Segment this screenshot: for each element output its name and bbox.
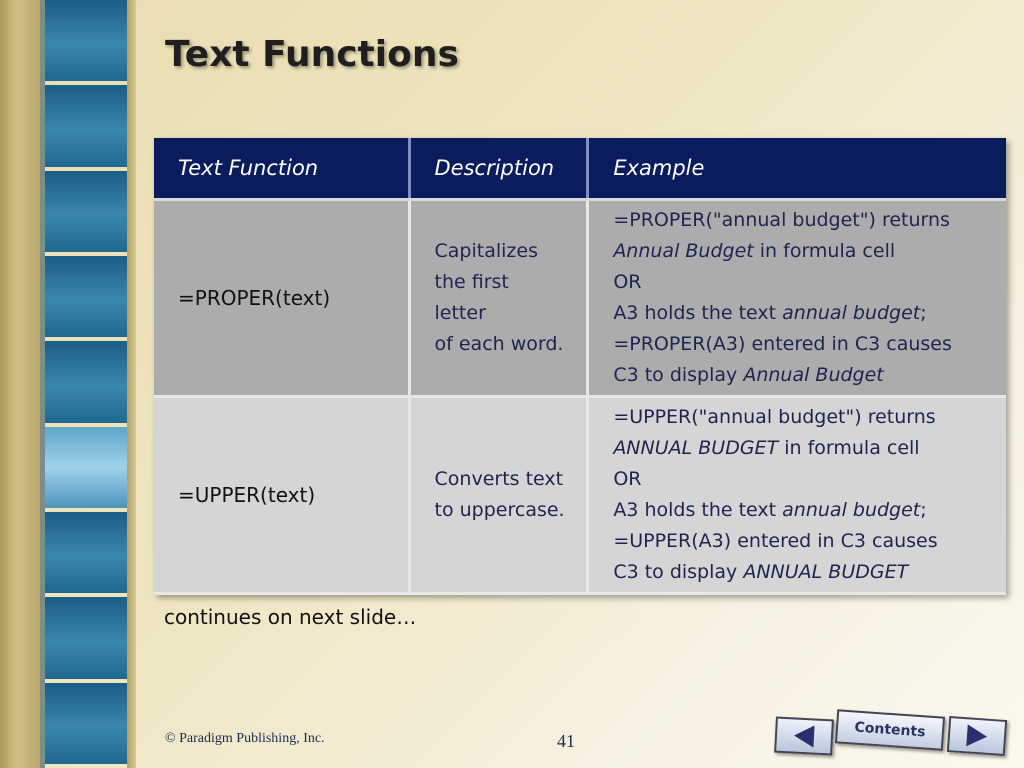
example-line: =UPPER("annual budget") returns bbox=[613, 406, 936, 428]
example-line: =PROPER(A3) entered in C3 causes bbox=[613, 333, 952, 355]
example-text: ; bbox=[920, 302, 927, 324]
strip-tile bbox=[45, 683, 127, 764]
previous-slide-button[interactable] bbox=[774, 717, 834, 756]
strip-tan-band bbox=[0, 0, 40, 768]
next-slide-button[interactable] bbox=[947, 716, 1007, 756]
strip-tile-highlight bbox=[45, 427, 127, 508]
strip-tile bbox=[45, 512, 127, 593]
example-line bbox=[613, 298, 1006, 329]
example-line bbox=[613, 433, 1006, 464]
example-line bbox=[613, 236, 1006, 267]
example-cell bbox=[588, 200, 1006, 397]
contents-button[interactable]: Contents bbox=[835, 709, 945, 750]
example-text: C3 to display bbox=[613, 364, 744, 386]
example-line bbox=[613, 557, 1006, 588]
text-functions-table bbox=[154, 138, 1006, 595]
example-emphasis: annual budget bbox=[782, 302, 921, 324]
table-row-proper bbox=[154, 200, 1006, 397]
header-example: Example bbox=[588, 138, 1006, 200]
strip-tile bbox=[45, 171, 127, 252]
strip-tile bbox=[45, 0, 127, 81]
example-emphasis: Annual Budget bbox=[743, 364, 884, 386]
strip-tile bbox=[45, 85, 127, 166]
description-line: Capitalizes bbox=[434, 240, 538, 262]
example-line: OR bbox=[613, 271, 642, 293]
triangle-right-icon bbox=[966, 724, 987, 747]
table-header-row bbox=[154, 138, 1006, 200]
header-text-function: Text Function bbox=[154, 138, 409, 200]
example-line bbox=[613, 360, 1006, 391]
strip-tiles bbox=[45, 0, 127, 768]
description-line: to uppercase. bbox=[434, 499, 565, 521]
example-text: in formula cell bbox=[753, 240, 896, 262]
header-description: Description bbox=[409, 138, 588, 200]
strip-tile bbox=[45, 597, 127, 678]
description-cell bbox=[409, 397, 588, 594]
description-line: Converts text bbox=[434, 468, 564, 490]
description-line: of each word. bbox=[434, 333, 564, 355]
table-row-upper bbox=[154, 397, 1006, 594]
strip-tile bbox=[45, 341, 127, 422]
function-cell: =PROPER(text) bbox=[154, 200, 409, 397]
example-emphasis: ANNUAL BUDGET bbox=[743, 561, 909, 583]
example-cell bbox=[588, 397, 1006, 594]
continuation-note: continues on next slide… bbox=[164, 605, 417, 629]
example-text: ; bbox=[920, 499, 927, 521]
page-number: 41 bbox=[557, 731, 575, 751]
example-line: OR bbox=[613, 468, 642, 490]
strip-tile bbox=[45, 256, 127, 337]
example-line bbox=[613, 495, 1006, 526]
function-cell: =UPPER(text) bbox=[154, 397, 409, 594]
example-line: =UPPER(A3) entered in C3 causes bbox=[613, 530, 938, 552]
slide-title: Text Functions bbox=[165, 34, 459, 75]
example-text: A3 holds the text bbox=[613, 302, 783, 324]
copyright-footer: © Paradigm Publishing, Inc. bbox=[165, 731, 325, 746]
description-line: letter bbox=[434, 302, 486, 324]
strip-right-band bbox=[127, 0, 136, 768]
example-emphasis: ANNUAL BUDGET bbox=[613, 437, 779, 459]
example-text: A3 holds the text bbox=[613, 499, 783, 521]
example-text: in formula cell bbox=[778, 437, 920, 459]
example-text: C3 to display bbox=[613, 561, 744, 583]
triangle-left-icon bbox=[793, 724, 814, 747]
decorative-side-strip bbox=[0, 0, 136, 768]
description-line: the first bbox=[434, 271, 509, 293]
example-line: =PROPER("annual budget") returns bbox=[613, 209, 950, 231]
example-emphasis: annual budget bbox=[782, 499, 921, 521]
example-emphasis: Annual Budget bbox=[613, 240, 754, 262]
description-cell bbox=[409, 200, 588, 397]
